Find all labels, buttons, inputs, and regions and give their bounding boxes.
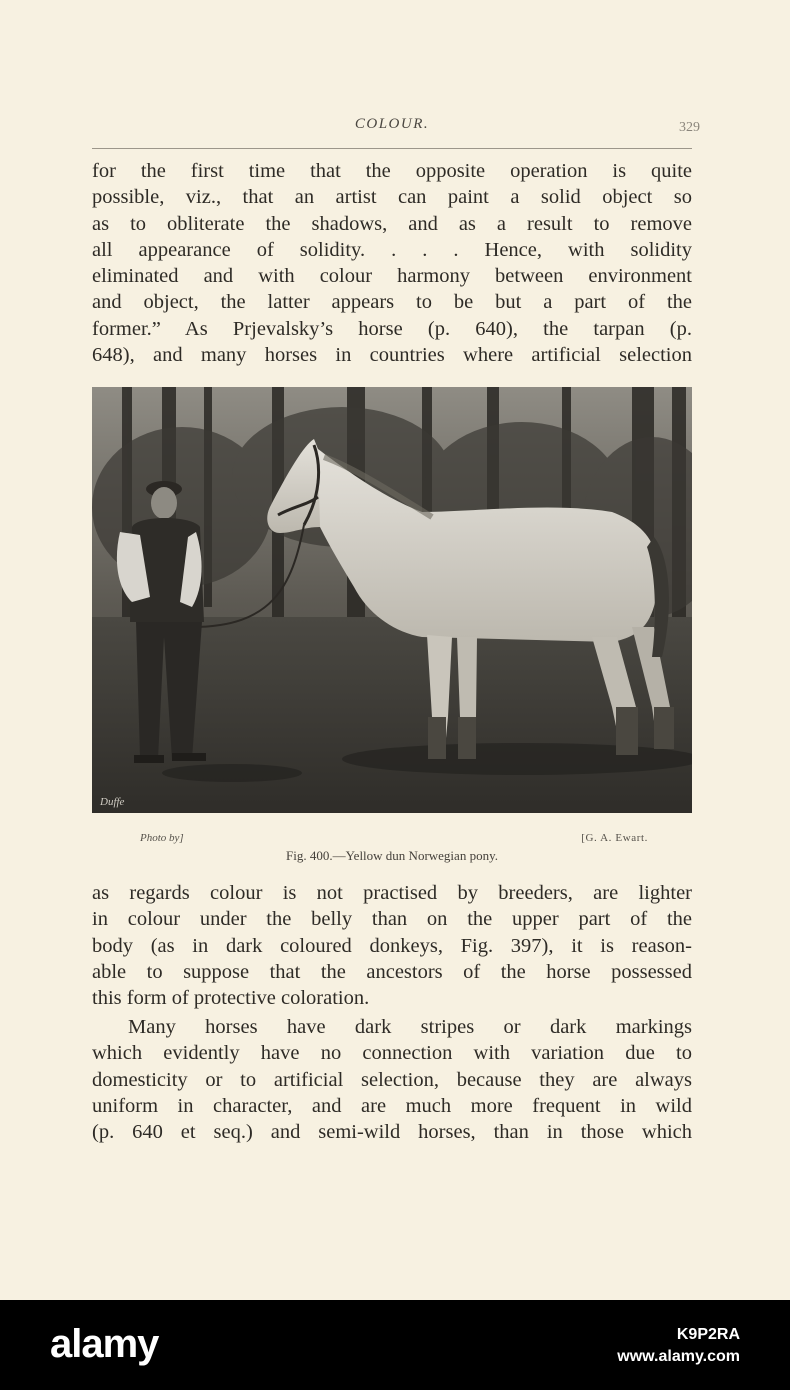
image-id	[617, 1324, 740, 1368]
text-line: possible, viz., that an artist can paint a solid object so	[92, 186, 692, 209]
text-line: as to obliterate the shadows, and as a result to remove	[92, 212, 692, 235]
site-url: www.alamy.com	[617, 1348, 740, 1365]
text-line: former.” As Prjevalsky’s horse (p. 640), the tarpan (p.	[92, 317, 692, 340]
image-id-code: K9P2RA	[676, 1326, 740, 1343]
text-line: for the first time that the opposite operation is quite	[92, 160, 692, 182]
text-line: and object, the latter appears to be but a part of the	[92, 291, 692, 314]
text-line: able to suppose that the ancestors of the horse possessed	[92, 960, 692, 983]
photo-credit-label: Photo by]	[140, 832, 184, 844]
text-line: in colour under the belly than on the upper part of the	[92, 908, 692, 931]
figure-caption: Fig. 400.—Yellow dun Norwegian pony.	[286, 848, 498, 863]
paragraph-middle	[92, 880, 692, 1011]
text-line: uniform in character, and are much more frequent in wild	[92, 1094, 692, 1117]
text-line: as regards colour is not practised by breeders, are lighter	[92, 882, 692, 904]
text-line: 648), and many horses in countries where artificial selection	[92, 344, 692, 367]
running-title: COLOUR.	[354, 116, 430, 132]
running-head	[92, 116, 700, 140]
text-line: Many horses have dark stripes or dark markings	[128, 1016, 692, 1038]
text-line: eliminated and with colour harmony between environment	[92, 265, 692, 288]
text-line: domesticity or to artificial selection, because they are always	[92, 1068, 692, 1091]
text-line: (p. 640 et seq.) and semi-wild horses, than in those which	[92, 1121, 692, 1144]
alamy-logo: alamy	[50, 1322, 159, 1366]
text-line: all appearance of solidity. . . . Hence, with solidity	[92, 238, 692, 261]
page-number: 329	[679, 120, 700, 135]
paragraph-bottom	[92, 1014, 692, 1145]
horse-photograph	[92, 387, 692, 813]
text-line: this form of protective coloration.	[92, 987, 370, 1010]
text-line: which evidently have no connection with variation due to	[92, 1042, 692, 1065]
photo-credit-name: [G. A. Ewart.	[581, 832, 648, 844]
text-line: body (as in dark coloured donkeys, Fig. 397), it is reason-	[92, 934, 692, 957]
header-rule	[92, 148, 692, 149]
paragraph-top	[92, 158, 692, 368]
stock-watermark-bar	[0, 1300, 790, 1390]
engraver-mark: Duffe	[100, 796, 125, 808]
